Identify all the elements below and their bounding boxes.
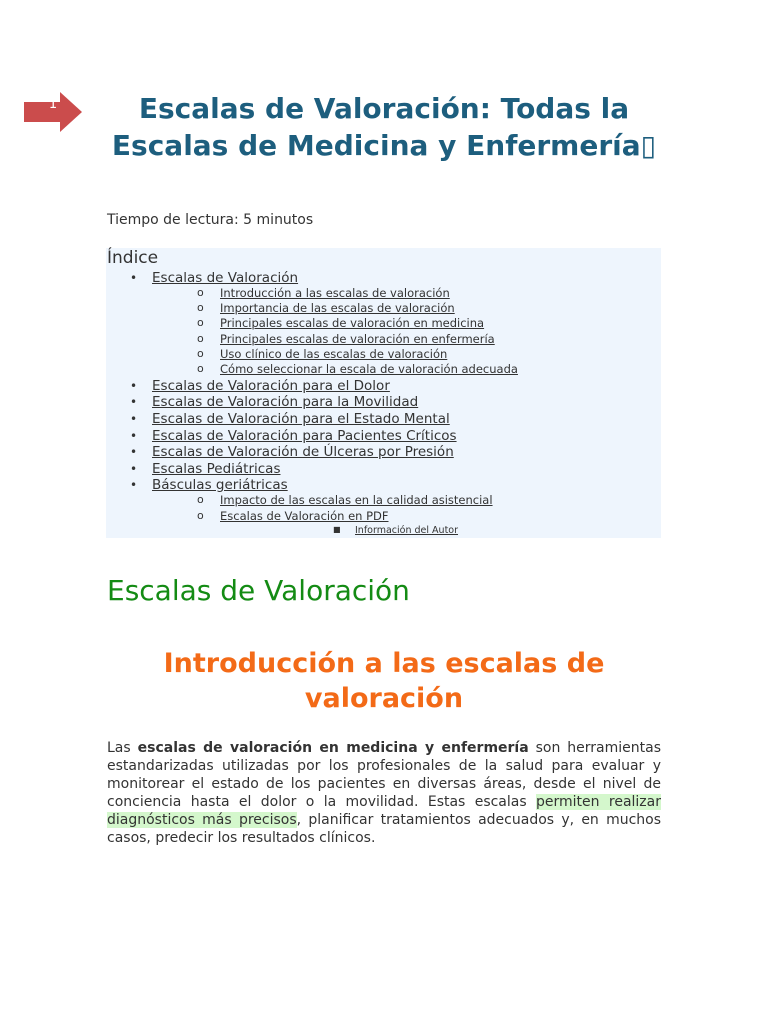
page-number: 1 bbox=[48, 97, 58, 112]
bullet-icon: • bbox=[130, 429, 138, 443]
toc-link[interactable]: Escalas de Valoración para la Movilidad bbox=[152, 394, 419, 410]
intro-paragraph: Las escalas de valoración en medicina y enfermería son herramientas estandarizadas utilizadas por los profesionales de la salud para evaluar y monitorear el estado de los pacientes en diversas áreas, desde el nivel de conciencia hasta el dolor o la movilidad. Estas escalas permiten realizar diagnósticos más precisos, planificar tratamientos adecuados y, en muchos casos, predecir los resultados clínicos. bbox=[107, 740, 662, 846]
bullet-icon: o bbox=[197, 493, 204, 506]
bullet-icon: • bbox=[130, 462, 138, 476]
toc-link[interactable]: Escalas de Valoración para Pacientes Críticos bbox=[152, 428, 457, 444]
bullet-icon: • bbox=[130, 412, 138, 426]
page-title: Escalas de Valoración: Todas la Escalas de Medicina y Enfermería▯ bbox=[111, 92, 657, 162]
toc-link[interactable]: Importancia de las escalas de valoración bbox=[220, 301, 455, 315]
bullet-icon: o bbox=[197, 286, 204, 299]
bullet-icon: o bbox=[197, 347, 204, 360]
bullet-icon: • bbox=[130, 445, 138, 459]
toc-link[interactable]: Escalas de Valoración en PDF bbox=[220, 509, 389, 523]
toc-link[interactable]: Escalas de Valoración para el Dolor bbox=[152, 378, 390, 394]
toc-link[interactable]: Escalas de Valoración de Úlceras por Presión bbox=[152, 444, 454, 460]
bullet-icon: o bbox=[197, 509, 204, 522]
toc-link[interactable]: Introducción a las escalas de valoración bbox=[220, 286, 450, 300]
toc-link[interactable]: Principales escalas de valoración en enfermería bbox=[220, 332, 495, 346]
toc-link[interactable]: Escalas Pediátricas bbox=[152, 461, 281, 477]
toc-heading: Índice bbox=[107, 248, 159, 268]
intro-heading: Introducción a las escalas de valoración bbox=[163, 648, 605, 714]
toc-link[interactable]: Escalas de Valoración para el Estado Mental bbox=[152, 411, 450, 427]
toc-link[interactable]: Impacto de las escalas en la calidad asistencial bbox=[220, 493, 493, 507]
bullet-icon: • bbox=[130, 379, 138, 393]
page-marker-arrow-icon bbox=[24, 92, 84, 132]
bullet-icon: o bbox=[197, 316, 204, 329]
table-of-contents bbox=[106, 248, 661, 538]
bullet-icon: ■ bbox=[333, 525, 341, 534]
toc-link[interactable]: Cómo seleccionar la escala de valoración adecuada bbox=[220, 362, 518, 376]
bullet-icon: o bbox=[197, 301, 204, 314]
bullet-icon: o bbox=[197, 332, 204, 345]
bullet-icon: • bbox=[130, 478, 138, 492]
bullet-icon: • bbox=[130, 395, 138, 409]
toc-link[interactable]: Información del Autor bbox=[355, 525, 459, 536]
toc-link[interactable]: Escalas de Valoración bbox=[152, 270, 299, 286]
missing-glyph-icon: ▯ bbox=[640, 129, 657, 162]
bold-phrase: escalas de valoración en medicina y enfermería bbox=[137, 740, 529, 756]
reading-time: Tiempo de lectura: 5 minutos bbox=[107, 212, 314, 228]
section-heading: Escalas de Valoración bbox=[107, 574, 410, 607]
toc-link[interactable]: Principales escalas de valoración en medicina bbox=[220, 316, 485, 330]
toc-link[interactable]: Básculas geriátricas bbox=[152, 477, 288, 493]
bullet-icon: • bbox=[130, 271, 138, 285]
bullet-icon: o bbox=[197, 362, 204, 375]
highlighted-phrase: permiten realizar diagnósticos más precisos bbox=[107, 794, 661, 828]
toc-link[interactable]: Uso clínico de las escalas de valoración bbox=[220, 347, 448, 361]
